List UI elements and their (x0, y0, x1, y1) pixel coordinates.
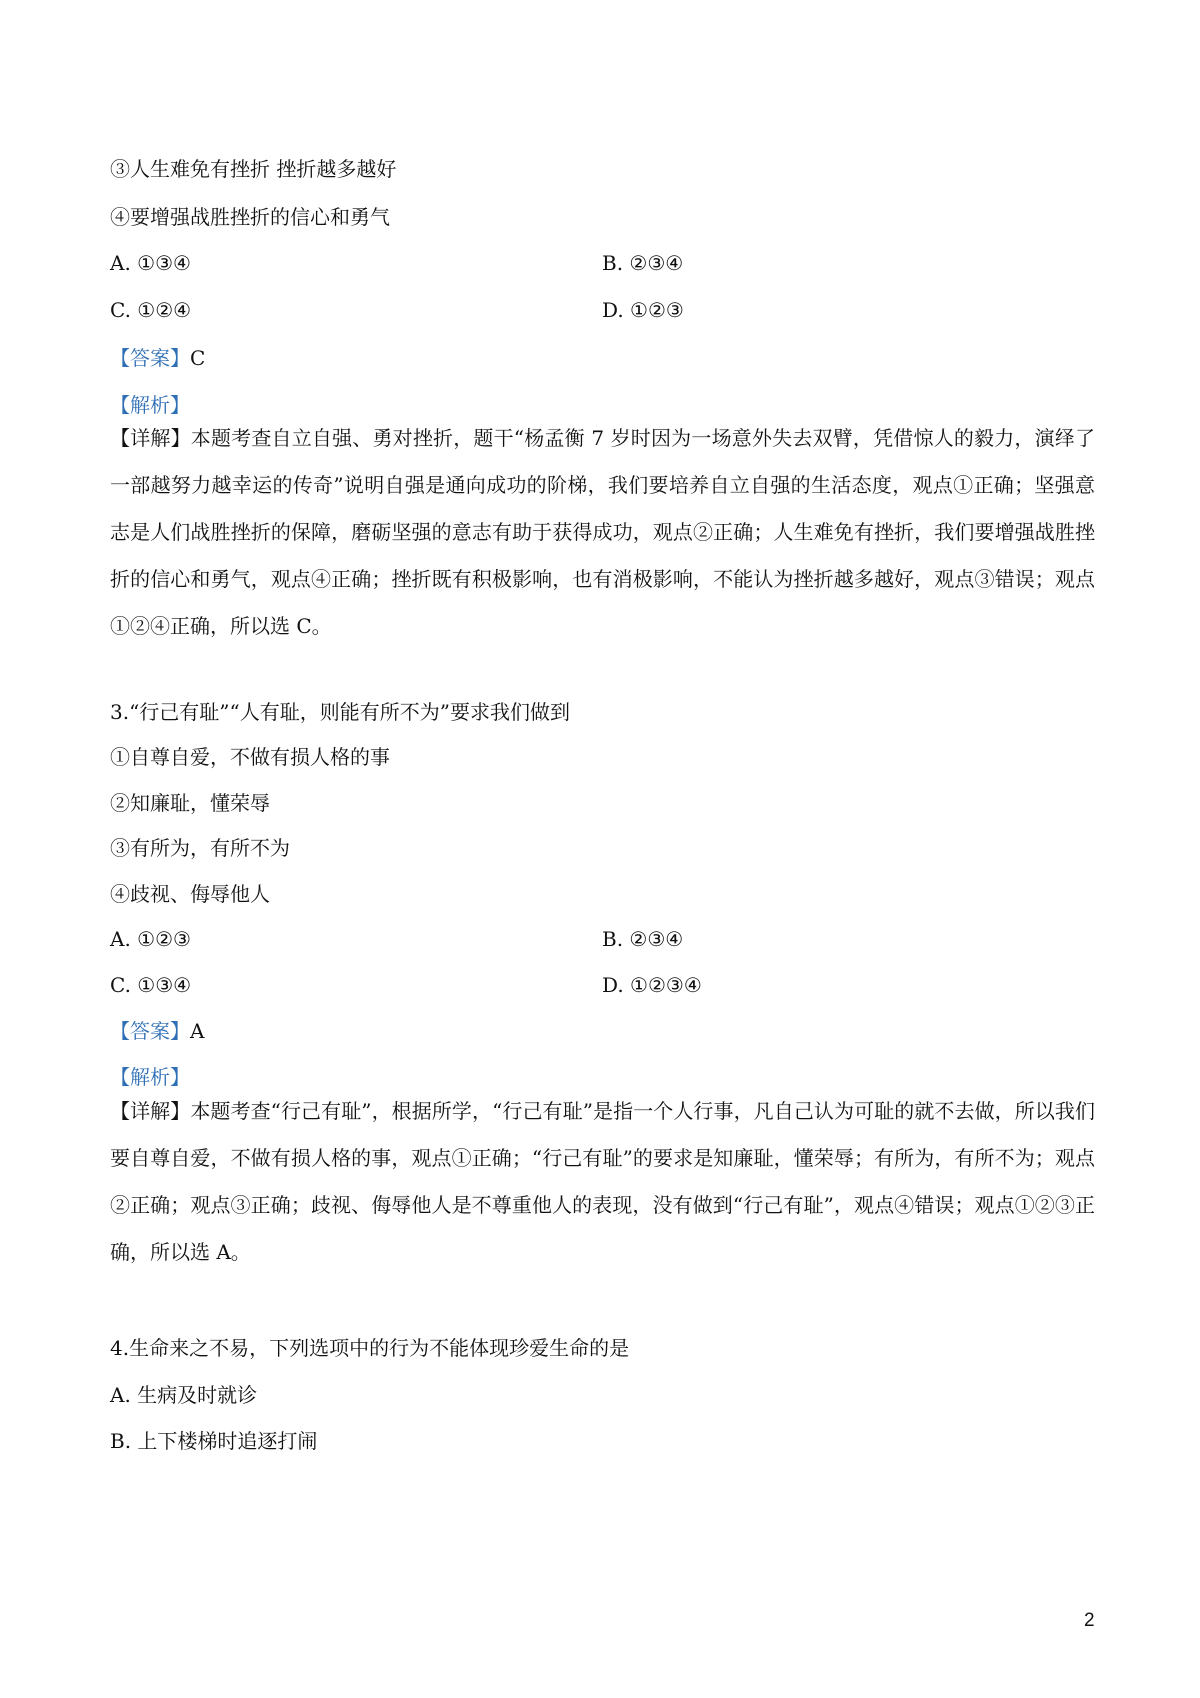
q3-answer-tag: 【答案】 (110, 1019, 190, 1043)
q2-answer (110, 343, 205, 373)
q3-option-a: A. ①②③ (110, 927, 191, 951)
q2-option-b: B. ②③④ (602, 251, 684, 275)
q3-answer (110, 1016, 204, 1046)
q4-option-b: B. 上下楼梯时追逐打闹 (110, 1429, 318, 1453)
page-number: 2 (1084, 1610, 1095, 1631)
q2-option-d: D. ①②③ (602, 298, 684, 322)
q3-detail: 【详解】本题考查“行己有耻”，根据所学，“行己有耻”是指一个人行事，凡自己认为可耻的就不去做，所以我们要自尊自爱，不做有损人格的事，观点①正确；“行己有耻”的要求是知廉耻，懂荣辱；有所为，有所不为；观点②正确；观点③正确；歧视、侮辱他人是不尊重他人的表现，没有做到“行己有耻”，观点④错误；观点①②③正确，所以选 A。 (110, 1099, 1095, 1264)
q3-option-c: C. ①③④ (110, 973, 192, 997)
q2-statement-4: ④要增强战胜挫折的信心和勇气 (110, 205, 390, 229)
q4-option-a: A. 生病及时就诊 (110, 1383, 258, 1407)
q3-answer-value: A (190, 1019, 205, 1043)
q3-option-d: D. ①②③④ (602, 973, 702, 997)
q4-stem: 4.生命来之不易，下列选项中的行为不能体现珍爱生命的是 (110, 1336, 630, 1360)
q2-option-c: C. ①②④ (110, 298, 192, 322)
q2-statement-3: ③人生难免有挫折 挫折越多越好 (110, 157, 397, 181)
q3-option-b: B. ②③④ (602, 927, 684, 951)
q3-analysis-label: 【解析】 (110, 1065, 190, 1089)
q3-statement-3: ③有所为，有所不为 (110, 836, 290, 860)
q3-statement-1: ①自尊自爱，不做有损人格的事 (110, 745, 390, 769)
q3-stem: 3.“行己有耻”“人有耻，则能有所不为”要求我们做到 (110, 700, 570, 724)
q2-option-a: A. ①③④ (110, 251, 191, 275)
q2-answer-value: C (190, 346, 206, 370)
q2-answer-tag: 【答案】 (110, 346, 190, 370)
q3-statement-4: ④歧视、侮辱他人 (110, 882, 270, 906)
q3-statement-2: ②知廉耻，懂荣辱 (110, 791, 270, 815)
q2-detail: 【详解】本题考查自立自强、勇对挫折，题干“杨孟衡 7 岁时因为一场意外失去双臂，凭借惊人的毅力，演绎了一部越努力越幸运的传奇”说明自强是通向成功的阶梯，我们要培养自立自强的生活态度，观点①正确；坚强意志是人们战胜挫折的保障，磨砺坚强的意志有助于获得成功，观点②正确；人生难免有挫折，我们要增强战胜挫折的信心和勇气，观点④正确；挫折既有积极影响，也有消极影响，不能认为挫折越多越好，观点③错误；观点①②④正确，所以选 C。 (110, 426, 1095, 638)
q2-analysis-label: 【解析】 (110, 393, 190, 417)
